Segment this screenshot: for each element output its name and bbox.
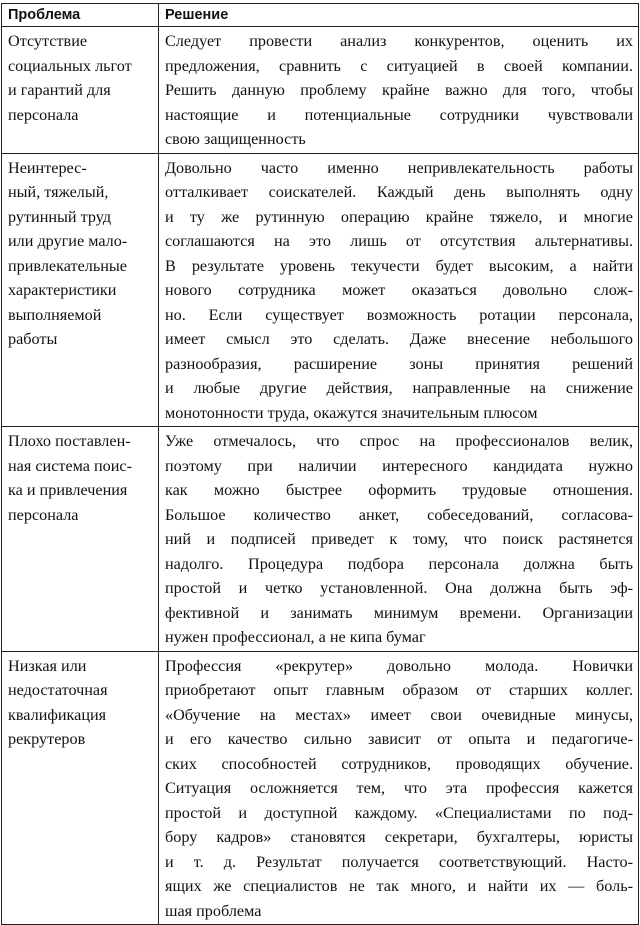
solution-line: ний и подписей приведет к тому, что поиск растянется: [165, 530, 633, 548]
problem-line: Отсутствие: [8, 32, 88, 50]
solution-line: настоящие и потенциальные сотрудники чувствовали: [165, 105, 633, 124]
problem-line: недостаточная: [8, 681, 108, 699]
problem-line: характеристики: [8, 281, 117, 299]
solution-line: и его качество сильно зависит от опыта и педагогиче-: [165, 730, 633, 748]
solution-line: шая проблема: [165, 901, 262, 920]
problem-solution-table: [1, 3, 639, 925]
solution-line: простой и доступной каждому. «Специалистами по под-: [165, 803, 633, 822]
solution-line: отталкивает соискателей. Каждый день выполнять одну: [165, 183, 633, 201]
solution-line: бору кадров» становятся секретари, бухгалтеры, юристы: [165, 828, 633, 846]
solution-line: ских способностей сотрудников, проводящих обучение.: [165, 754, 633, 773]
problem-line: работы: [8, 330, 58, 348]
problem-line: рекрутеров: [8, 730, 86, 748]
solution-line: Довольно часто именно непривлекательность работы: [165, 158, 633, 177]
solution-line: соглашаются на это лишь от отсутствия альтернативы.: [165, 232, 633, 250]
problem-line: ка и привлечения: [8, 481, 128, 499]
problem-line: персонала: [8, 505, 79, 524]
table-header-row: [2, 4, 639, 27]
solution-line: нового сотрудника может оказаться довольно слож-: [165, 281, 633, 299]
table-row: [2, 427, 639, 652]
solution-cell: [159, 427, 639, 652]
solution-cell: [159, 651, 639, 925]
table-row: [2, 27, 639, 154]
problem-cell: [2, 427, 159, 652]
solution-line: монотонности труда, окажутся значительным плюсом: [165, 403, 538, 422]
problem-line: социальных льгот: [8, 56, 132, 75]
solution-line: имеет смысл это сделать. Даже внесение небольшого: [165, 330, 633, 348]
problem-line: рутинный труд: [8, 207, 112, 226]
problem-line: или другие мало-: [8, 232, 128, 250]
solution-line: приобретают опыт главным образом от старших коллег.: [165, 681, 633, 699]
problem-line: и гарантий для: [8, 81, 111, 99]
solution-cell: [159, 153, 639, 427]
solution-line: ящих же специалистов не так много, и найти их — боль-: [165, 877, 633, 895]
solution-line: Профессия «рекрутер» довольно молода. Новички: [165, 656, 633, 675]
solution-line: но. Если существует возможность ротации персонала,: [165, 305, 633, 324]
solution-line: предложения, сравнить с ситуацией в своей компании.: [165, 56, 633, 75]
solution-line: Решить данную проблему крайне важно для того, чтобы: [165, 81, 633, 99]
solution-line: разнообразия, расширение зоны принятия решений: [165, 354, 633, 373]
header-solution: Решение: [159, 4, 639, 27]
solution-line: свою защищенность: [165, 130, 306, 148]
solution-line: Уже отмечалось, что спрос на профессионалов велик,: [165, 432, 633, 450]
problem-line: квалификация: [8, 705, 107, 724]
problem-cell: [2, 153, 159, 427]
solution-line: Большое количество анкет, собеседований, согласова-: [165, 505, 633, 524]
problem-line: персонала: [8, 105, 79, 124]
solution-line: простой и четко установленной. Она должна быть эф-: [165, 579, 633, 597]
solution-line: как можно быстрее оформить трудовые отношения.: [165, 481, 633, 499]
problem-line: Низкая или: [8, 656, 87, 675]
problem-line: Неинтерес-: [8, 158, 87, 177]
problem-line: выполняемой: [8, 305, 102, 324]
solution-line: поэтому при наличии интересного кандидата нужно: [165, 456, 633, 475]
problem-cell: [2, 27, 159, 154]
problem-line: ная система поис-: [8, 456, 132, 475]
solution-line: и ту же рутинную операцию крайне тяжело, и многие: [165, 207, 633, 226]
solution-line: и т. д. Результат получается соответствующий. Насто-: [165, 852, 633, 871]
solution-cell: [159, 27, 639, 154]
solution-line: Ситуация осложняется тем, что эта профессия кажется: [165, 779, 633, 797]
solution-line: Следует провести анализ конкурентов, оценить их: [165, 32, 633, 50]
table-row: [2, 153, 639, 427]
header-problem: Проблема: [2, 4, 159, 27]
problem-cell: [2, 651, 159, 925]
solution-line: В результате уровень текучести будет высоким, а найти: [165, 256, 633, 275]
problem-line: привлекательные: [8, 256, 127, 275]
solution-line: фективной и занимать минимум времени. Организации: [165, 603, 633, 622]
solution-line: нужен профессионал, а не кипа бумаг: [165, 628, 426, 646]
solution-line: надолго. Процедура подбора персонала должна быть: [165, 554, 633, 573]
solution-line: «Обучение на местах» имеет свои очевидные минусы,: [165, 705, 633, 724]
problem-line: Плохо поставлен-: [8, 432, 131, 450]
table-row: [2, 651, 639, 925]
problem-line: ный, тяжелый,: [8, 183, 109, 201]
table-body: [2, 27, 639, 925]
solution-line: и любые другие действия, направленные на снижение: [165, 379, 633, 397]
